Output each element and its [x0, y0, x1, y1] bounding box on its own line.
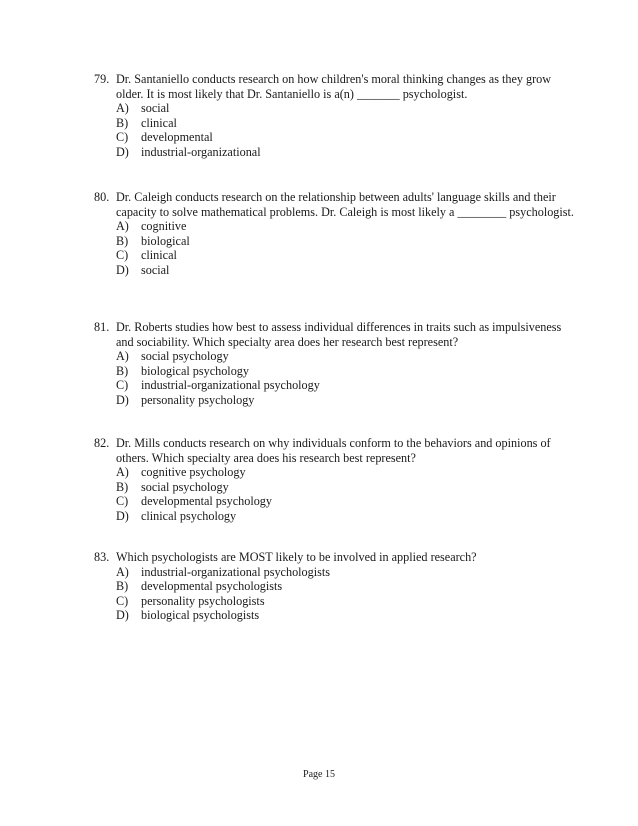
- option-text: social: [141, 262, 170, 277]
- page-number: Page 15: [303, 769, 335, 780]
- option-letter: D): [116, 508, 129, 523]
- answer-options: [116, 565, 574, 623]
- option-text: developmental psychologists: [141, 579, 283, 594]
- option-letter: D): [116, 608, 129, 623]
- option-letter: C): [116, 130, 129, 145]
- answer-option: [116, 248, 574, 263]
- option-letter: B): [116, 579, 129, 594]
- option-text: personality psychologists: [141, 593, 265, 608]
- option-text: biological: [141, 233, 190, 248]
- question-number: 81.: [94, 320, 110, 334]
- option-text: personality psychology: [141, 392, 255, 407]
- option-text: industrial-organizational: [141, 144, 261, 159]
- answer-option: [116, 509, 574, 524]
- option-text: social psychology: [141, 349, 229, 364]
- question-number: 83.: [94, 550, 110, 564]
- answer-option: [116, 130, 574, 145]
- answer-options: [116, 101, 574, 159]
- option-text: cognitive psychology: [141, 465, 246, 480]
- option-text: developmental psychology: [141, 494, 272, 509]
- option-letter: D): [116, 262, 129, 277]
- option-letter: A): [116, 219, 129, 234]
- answer-option: [116, 101, 574, 116]
- option-text: social: [141, 101, 170, 116]
- question-number: 80.: [94, 190, 110, 204]
- question-stem: Dr. Caleigh conducts research on the relationship between adults' language skills and their capacity to solve mathematical problems. Dr. Caleigh is most likely a ________ psychologist.: [116, 190, 574, 219]
- answer-option: [116, 263, 574, 278]
- option-letter: A): [116, 564, 129, 579]
- option-letter: A): [116, 465, 129, 480]
- option-text: developmental: [141, 130, 213, 145]
- question-number: 79.: [94, 72, 110, 86]
- question-number: 82.: [94, 436, 110, 450]
- question-83: [94, 550, 574, 623]
- answer-option: [116, 145, 574, 160]
- answer-option: [116, 116, 574, 131]
- option-letter: A): [116, 349, 129, 364]
- answer-option: [116, 594, 574, 609]
- option-text: clinical psychology: [141, 508, 237, 523]
- question-82: [94, 436, 574, 524]
- option-letter: C): [116, 378, 129, 393]
- answer-option: [116, 465, 574, 480]
- answer-options: [116, 465, 574, 523]
- option-text: clinical: [141, 248, 177, 263]
- question-79: [94, 72, 574, 160]
- answer-options: [116, 349, 574, 407]
- answer-option: [116, 494, 574, 509]
- answer-option: [116, 219, 574, 234]
- answer-option: [116, 579, 574, 594]
- option-letter: A): [116, 101, 129, 116]
- option-text: cognitive: [141, 219, 187, 234]
- option-text: industrial-organizational psychology: [141, 378, 320, 393]
- question-stem: Dr. Santaniello conducts research on how children's moral thinking changes as they grow older. It is most likely that Dr. Santaniello is a(n) _______ psychologist.: [116, 72, 555, 101]
- question-stem: Which psychologists are MOST likely to be involved in applied research?: [116, 550, 477, 564]
- answer-option: [116, 234, 574, 249]
- question-stem: Dr. Roberts studies how best to assess individual differences in traits such as impulsiveness and sociability. Which specialty area does her research best represent?: [116, 320, 565, 349]
- answer-option: [116, 565, 574, 580]
- answer-option: [116, 349, 574, 364]
- option-text: biological psychology: [141, 363, 249, 378]
- answer-options: [116, 219, 574, 277]
- option-letter: D): [116, 144, 129, 159]
- option-text: social psychology: [141, 479, 229, 494]
- option-text: clinical: [141, 115, 177, 130]
- option-letter: B): [116, 233, 129, 248]
- option-letter: B): [116, 479, 129, 494]
- option-text: industrial-organizational psychologists: [141, 564, 330, 579]
- question-stem: Dr. Mills conducts research on why individuals conform to the behaviors and opinions of others. Which specialty area does his research best represent?: [116, 436, 554, 465]
- answer-option: [116, 378, 574, 393]
- option-letter: D): [116, 392, 129, 407]
- answer-option: [116, 480, 574, 495]
- question-81: [94, 320, 574, 408]
- option-letter: B): [116, 363, 129, 378]
- option-letter: C): [116, 248, 129, 263]
- option-text: biological psychologists: [141, 608, 260, 623]
- answer-option: [116, 608, 574, 623]
- question-80: [94, 190, 574, 278]
- answer-option: [116, 364, 574, 379]
- answer-option: [116, 393, 574, 408]
- option-letter: B): [116, 115, 129, 130]
- option-letter: C): [116, 494, 129, 509]
- option-letter: C): [116, 593, 129, 608]
